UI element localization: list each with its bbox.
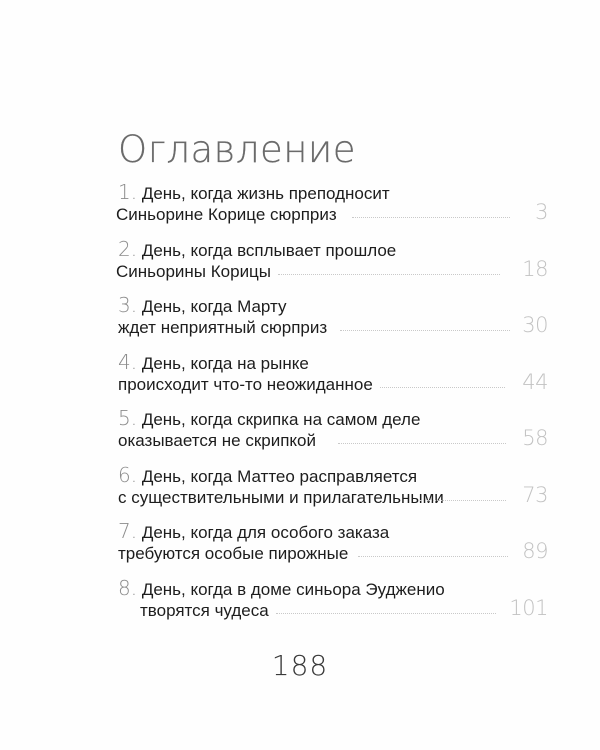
dot-leader xyxy=(380,387,505,388)
chapter-title-line1: День, когда жизнь преподносит xyxy=(137,184,390,203)
chapter-number: 5. xyxy=(118,406,138,430)
page-number: 58 xyxy=(522,426,548,450)
toc-entry-3 xyxy=(118,291,548,347)
toc-entry-1 xyxy=(118,178,548,234)
chapter-title-line1: День, когда скрипка на самом деле xyxy=(137,410,421,429)
dot-leader xyxy=(340,330,510,331)
dot-leader xyxy=(338,443,506,444)
page-number: 3 xyxy=(535,200,548,224)
chapter-title-line2: оказывается не скрипкой xyxy=(118,431,316,450)
chapter-number: 8. xyxy=(118,575,138,600)
chapter-title-line1: День, когда Маттео расправляется xyxy=(137,466,418,486)
chapter-number: 3. xyxy=(118,293,138,317)
page-number: 44 xyxy=(522,369,548,394)
toc-entry-5 xyxy=(118,404,548,460)
toc-entry-8 xyxy=(118,574,548,630)
page-folio: 188 xyxy=(271,649,329,682)
toc-entry-7 xyxy=(118,517,548,573)
page-number: 30 xyxy=(522,313,548,337)
chapter-title-line1: День, когда Марту xyxy=(137,297,287,316)
toc-entry-4 xyxy=(118,348,548,404)
chapter-number: 6. xyxy=(118,462,138,487)
toc-entry-2 xyxy=(118,235,548,291)
toc-list xyxy=(118,178,548,630)
toc-entry-6 xyxy=(118,461,548,517)
chapter-number: 2. xyxy=(118,236,138,261)
page-number: 101 xyxy=(509,595,548,620)
dot-leader xyxy=(358,556,508,557)
toc-title: Оглавление xyxy=(118,128,357,171)
dot-leader xyxy=(278,274,500,275)
page-number: 89 xyxy=(522,539,548,563)
chapter-title-line1: День, когда на рынке xyxy=(137,353,309,373)
chapter-number: 1. xyxy=(118,180,138,204)
chapter-title-line2: с существительными и прилагательными xyxy=(118,487,444,507)
chapter-title-line2: требуются особые пирожные xyxy=(118,544,349,563)
chapter-number: 7. xyxy=(118,519,138,543)
chapter-title-line2: ждет неприятный сюрприз xyxy=(118,318,328,337)
chapter-title-line2: происходит что-то неожиданное xyxy=(118,374,373,394)
chapter-title-line1: День, когда в доме синьора Эудженио xyxy=(137,579,445,599)
chapter-title-line2: творятся чудеса xyxy=(140,600,269,620)
page-number: 18 xyxy=(522,256,548,281)
chapter-title-line1: День, когда всплывает прошлое xyxy=(137,240,397,260)
dot-leader xyxy=(352,217,510,218)
dot-leader xyxy=(276,613,496,614)
chapter-number: 4. xyxy=(118,349,138,374)
dot-leader xyxy=(420,500,506,501)
chapter-title-line2: Синьорине Корице сюрприз xyxy=(116,205,337,224)
page-number: 73 xyxy=(522,482,548,507)
chapter-title-line2: Синьорины Корицы xyxy=(116,261,272,281)
chapter-title-line1: День, когда для особого заказа xyxy=(137,523,390,542)
